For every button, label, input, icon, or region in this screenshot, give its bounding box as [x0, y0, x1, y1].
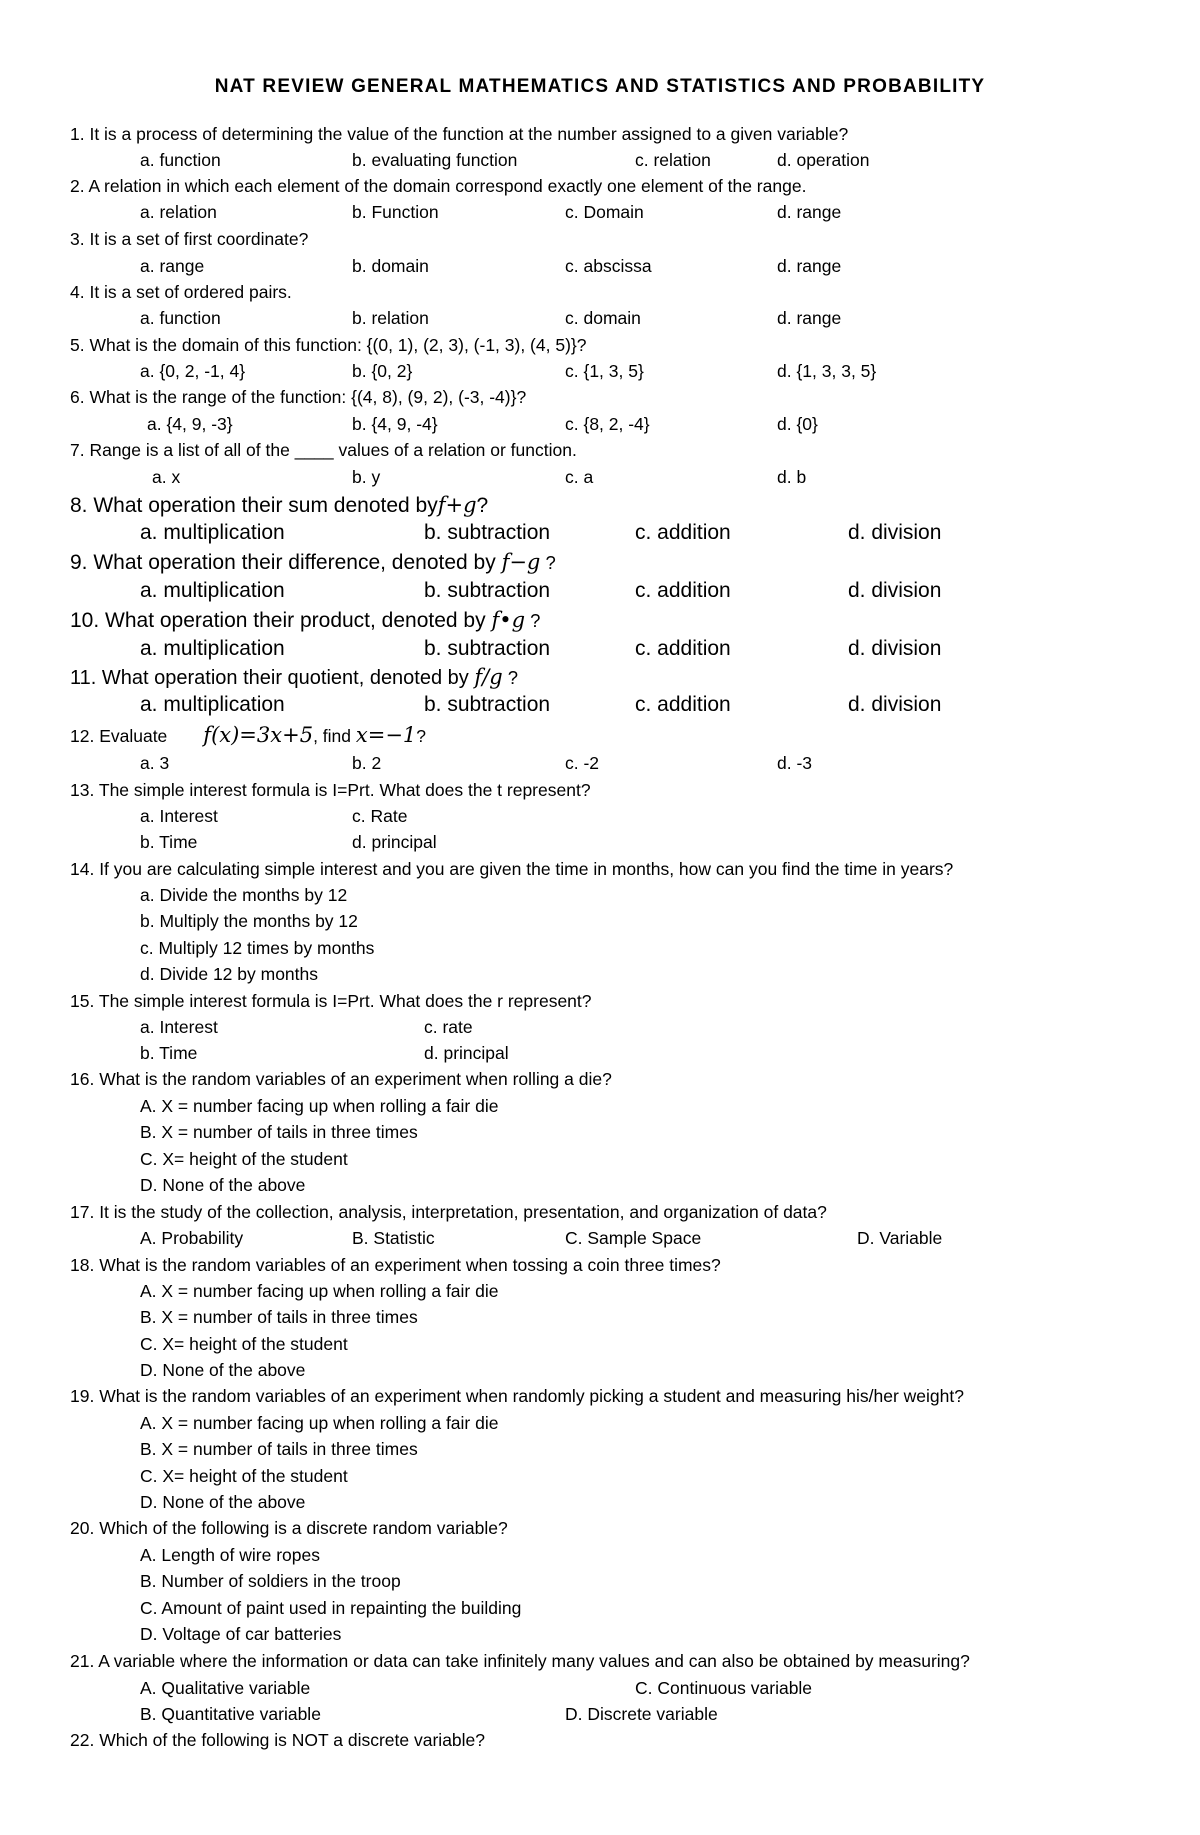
question-8	[70, 494, 488, 517]
option-b: b. Function	[352, 202, 439, 222]
option-b: b. subtraction	[424, 521, 551, 544]
option-a: a. function	[140, 308, 221, 328]
question-text: ?	[416, 726, 427, 746]
option-b: B. X = number of tails in three times	[140, 1307, 418, 1327]
question-3: 3. It is a set of first coordinate?	[70, 229, 309, 249]
question-1: 1. It is a process of determining the value of the function at the number assigned to a given variable?	[70, 124, 849, 144]
option-b: b. 2	[352, 753, 382, 773]
question-text: ?	[476, 494, 489, 517]
option-a: A. X = number facing up when rolling a fair die	[140, 1413, 499, 1433]
option-b: b. subtraction	[424, 637, 551, 660]
options-row	[0, 638, 1200, 660]
math-expression: f(x)=3x+5	[203, 723, 314, 747]
option-d: d. range	[777, 308, 842, 328]
option-a: a. relation	[140, 202, 217, 222]
option-a: A. Qualitative variable	[140, 1678, 311, 1698]
option-d: d. operation	[777, 150, 870, 170]
option-a: A. X = number facing up when rolling a fair die	[140, 1096, 499, 1116]
options-row	[0, 694, 1200, 716]
math-expression: f−g	[501, 550, 541, 574]
math-expression: f/g	[474, 665, 503, 689]
option-d: d. {1, 3, 3, 5}	[777, 361, 877, 381]
option-d: d. b	[777, 467, 807, 487]
option-a: a. Divide the months by 12	[140, 885, 348, 905]
option-c: C. Continuous variable	[635, 1678, 813, 1698]
options-row	[0, 307, 1200, 329]
option-c: c. addition	[635, 521, 731, 544]
option-c: c. -2	[565, 753, 600, 773]
math-expression: f•g	[491, 608, 526, 632]
option-d: d. division	[848, 521, 942, 544]
question-10	[70, 609, 540, 632]
option-a: a. multiplication	[140, 693, 285, 716]
question-11	[70, 666, 518, 689]
option-a: a. Interest	[140, 806, 218, 826]
option-a: a. x	[152, 467, 181, 487]
options-row	[0, 752, 1200, 774]
question-text: ?	[540, 552, 556, 573]
option-d: D. Variable	[857, 1228, 943, 1248]
option-a: a. multiplication	[140, 521, 285, 544]
option-b: b. Time	[140, 1043, 198, 1063]
question-17: 17. It is the study of the collection, analysis, interpretation, presentation, and organization of data?	[70, 1202, 827, 1222]
option-d: D. Voltage of car batteries	[140, 1624, 342, 1644]
option-c: c. Domain	[565, 202, 644, 222]
option-d: d. {0}	[777, 414, 818, 434]
question-7: 7. Range is a list of all of the ____ values of a relation or function.	[70, 440, 577, 460]
option-b: B. X = number of tails in three times	[140, 1122, 418, 1142]
option-a: A. X = number facing up when rolling a fair die	[140, 1281, 499, 1301]
option-d: d. range	[777, 256, 842, 276]
option-a: a. 3	[140, 753, 170, 773]
option-c: c. addition	[635, 693, 731, 716]
options-row	[0, 522, 1200, 544]
question-12	[70, 724, 426, 747]
option-c: c. {1, 3, 5}	[565, 361, 644, 381]
question-text: , find	[313, 726, 356, 746]
option-d: d. Divide 12 by months	[140, 964, 319, 984]
option-c: c. Rate	[352, 806, 408, 826]
option-a: a. multiplication	[140, 637, 285, 660]
option-b: b. {0, 2}	[352, 361, 413, 381]
question-text: 12. Evaluate	[70, 726, 168, 746]
question-22: 22. Which of the following is NOT a discrete variable?	[70, 1730, 486, 1750]
option-b: b. relation	[352, 308, 429, 328]
option-c: c. addition	[635, 579, 731, 602]
option-c: c. Multiply 12 times by months	[140, 938, 375, 958]
question-14: 14. If you are calculating simple interest and you are given the time in months, how can you find the time in years?	[70, 859, 954, 879]
option-d: D. None of the above	[140, 1360, 306, 1380]
option-d: d. division	[848, 579, 942, 602]
option-c: C. X= height of the student	[140, 1334, 348, 1354]
options-row	[0, 360, 1200, 382]
options-row	[0, 1227, 1200, 1249]
options-row	[0, 466, 1200, 488]
option-b: B. Statistic	[352, 1228, 435, 1248]
option-b: B. Number of soldiers in the troop	[140, 1571, 401, 1591]
question-text: 9. What operation their difference, denoted by	[70, 551, 502, 574]
option-d: D. None of the above	[140, 1492, 306, 1512]
option-a: a. range	[140, 256, 205, 276]
question-9	[70, 551, 556, 574]
question-19: 19. What is the random variables of an experiment when randomly picking a student and measuring his/her weight?	[70, 1386, 964, 1406]
option-b: b. subtraction	[424, 693, 551, 716]
option-d: d. principal	[352, 832, 437, 852]
math-expression: x=−1	[355, 723, 417, 747]
option-d: d. -3	[777, 753, 813, 773]
option-a: A. Length of wire ropes	[140, 1545, 320, 1565]
option-a: a. multiplication	[140, 579, 285, 602]
question-18: 18. What is the random variables of an experiment when tossing a coin three times?	[70, 1255, 721, 1275]
options-row	[0, 413, 1200, 435]
question-text: ?	[502, 667, 519, 688]
option-c: c. rate	[424, 1017, 473, 1037]
option-b: b. evaluating function	[352, 150, 518, 170]
option-d: d. principal	[424, 1043, 509, 1063]
option-d: d. division	[848, 637, 942, 660]
option-b: B. X = number of tails in three times	[140, 1439, 418, 1459]
option-b: b. Time	[140, 832, 198, 852]
option-a: a. {0, 2, -1, 4}	[140, 361, 246, 381]
option-b: B. Quantitative variable	[140, 1704, 321, 1724]
option-a: a. {4, 9, -3}	[147, 414, 233, 434]
option-d: d. range	[777, 202, 842, 222]
options-row	[0, 255, 1200, 277]
question-text: ?	[525, 610, 541, 631]
option-c: c. a	[565, 467, 594, 487]
option-a: A. Probability	[140, 1228, 244, 1248]
option-c: C. X= height of the student	[140, 1149, 348, 1169]
option-c: c. relation	[635, 150, 711, 170]
option-c: c. addition	[635, 637, 731, 660]
question-4: 4. It is a set of ordered pairs.	[70, 282, 292, 302]
option-b: b. y	[352, 467, 381, 487]
option-b: b. {4, 9, -4}	[352, 414, 438, 434]
option-a: a. function	[140, 150, 221, 170]
options-row	[0, 201, 1200, 223]
question-text: 10. What operation their product, denoted by	[70, 609, 492, 632]
option-c: C. Sample Space	[565, 1228, 702, 1248]
option-a: a. Interest	[140, 1017, 218, 1037]
options-row	[0, 149, 1200, 171]
math-expression: f+g	[437, 493, 477, 517]
option-c: c. abscissa	[565, 256, 652, 276]
question-15: 15. The simple interest formula is I=Prt. What does the r represent?	[70, 991, 592, 1011]
question-21: 21. A variable where the information or data can take infinitely many values and can also be obtained by measuring?	[70, 1651, 970, 1671]
question-text: 11. What operation their quotient, denoted by	[70, 667, 475, 689]
option-d: D. Discrete variable	[565, 1704, 718, 1724]
option-c: C. X= height of the student	[140, 1466, 348, 1486]
question-16: 16. What is the random variables of an experiment when rolling a die?	[70, 1069, 612, 1089]
option-b: b. Multiply the months by 12	[140, 911, 358, 931]
question-20: 20. Which of the following is a discrete random variable?	[70, 1518, 508, 1538]
option-d: D. None of the above	[140, 1175, 306, 1195]
question-2: 2. A relation in which each element of the domain correspond exactly one element of the range.	[70, 176, 807, 196]
option-d: d. division	[848, 693, 942, 716]
question-text: 8. What operation their sum denoted by	[70, 494, 438, 517]
option-b: b. subtraction	[424, 579, 551, 602]
document-title: NAT REVIEW GENERAL MATHEMATICS AND STATISTICS AND PROBABILITY	[214, 76, 986, 97]
question-6: 6. What is the range of the function: {(4, 8), (9, 2), (-3, -4)}?	[70, 387, 527, 407]
options-row	[0, 580, 1200, 602]
option-c: c. domain	[565, 308, 641, 328]
option-b: b. domain	[352, 256, 429, 276]
question-13: 13. The simple interest formula is I=Prt. What does the t represent?	[70, 780, 591, 800]
question-5: 5. What is the domain of this function: {(0, 1), (2, 3), (-1, 3), (4, 5)}?	[70, 335, 587, 355]
option-c: C. Amount of paint used in repainting the building	[140, 1598, 522, 1618]
option-c: c. {8, 2, -4}	[565, 414, 650, 434]
